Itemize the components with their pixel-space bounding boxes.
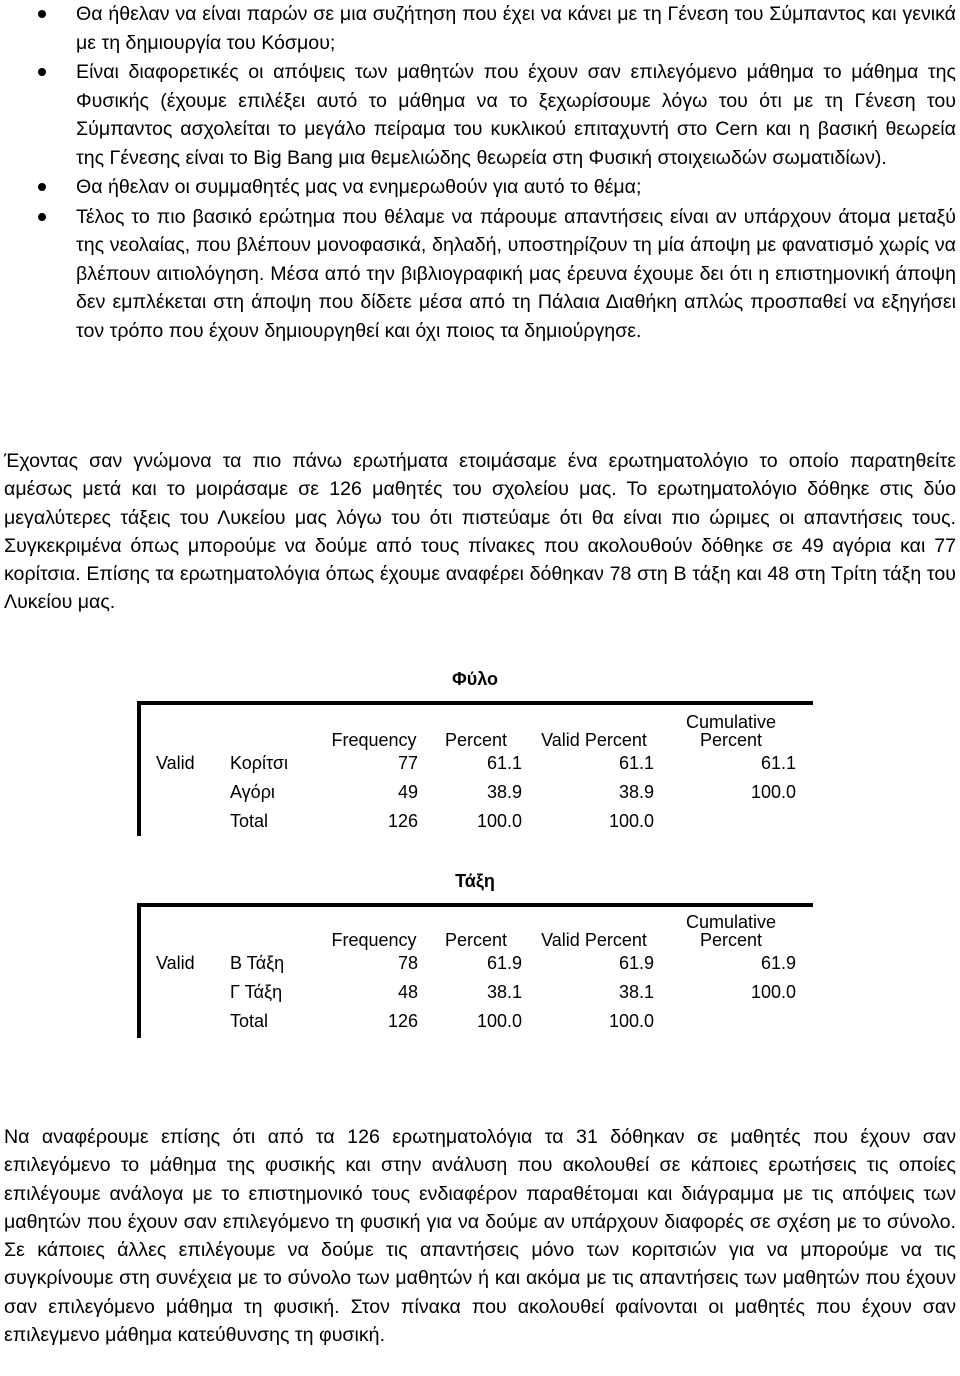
bullet-item: [0, 203, 960, 346]
column-header: Percent: [444, 930, 508, 950]
bullet-icon: [38, 68, 46, 76]
bullet-item: [0, 58, 960, 172]
table-row: Γ Τάξη 48 38.1 38.1 100.0: [230, 982, 796, 1002]
table-row: Total 126 100.0 100.0: [230, 1011, 654, 1031]
table-row: Total 126 100.0 100.0: [230, 811, 654, 831]
table-header-row: [150, 711, 802, 749]
bullet-item: [0, 0, 960, 57]
table-title-grade: Τάξη: [455, 871, 495, 891]
column-header: Frequency: [331, 930, 417, 950]
table-row: Valid Κορίτσι 77 61.1 61.1 61.1: [156, 753, 796, 773]
bullet-text: Τέλος το πιο βασικό ερώτημα που θέλαμε να πάρουμε απαντήσεις είναι αν υπάρχουν άτομα μεταξύ της νεολαίας, που βλέπουν μονοφασικά, δηλαδή, υποστηρίζουν τη μία άποψη με φανατισμό χωρίς να βλέπουν αιτιολόγηση. Μέσα από την βιβλιογραφική μας έρευνα έχουμε δει ότι η επιστημονική άποψη δεν εμπλέκεται στη άποψη που δίδετε μέσα από τη Πάλαια Διαθήκη απλώς προσπαθεί να εξηγήσει τον τρόπο που έχουν δημιουργηθεί και όχι ποιος τα δημιούργησε.: [76, 205, 956, 342]
bullet-item: [0, 173, 960, 202]
column-header: Cumulative Percent: [685, 912, 777, 950]
table-row: Valid Β Τάξη 78 61.9 61.9 61.9: [156, 953, 796, 973]
bullet-text: Θα ήθελαν οι συμμαθητές μας να ενημερωθούν για αυτό το θέμα;: [76, 176, 642, 198]
table-title-gender: Φύλο: [451, 669, 499, 689]
column-header: Percent: [444, 730, 508, 750]
frequency-table-gender: [150, 711, 802, 836]
bullet-icon: [38, 183, 46, 191]
question-bullet-list: [0, 0, 960, 345]
table-header-row: [150, 911, 802, 949]
analysis-paragraph: Να αναφέρουμε επίσης ότι από τα 126 ερωτηματολόγια τα 31 δόθηκαν σε μαθητές που έχουν σαν επιλεγόμενο το μάθημα της φυσικής και στην ανάλυση που ακολουθεί σε κάποιες ερωτήσεις τις οποίες επιλέγουμε ανάλογα με το επιστημονικό τους ενδιαφέρον παραθέτομαι και διάγραμμα με τις απόψεις των μαθητών που έχουν σαν επιλεγόμενο τη φυσική για να δούμε αν υπάρχουν διαφορές σε σχέση με το σύνολο. Σε κάποιες άλλες επιλέγουμε να δούμε τις απαντήσεις μόνο των κοριτσιών για να μπορούμε να τις συγκρίνουμε στη συνέχεια με το σύνολο των μαθητών ή και ακόμα με τις απαντήσεις των μαθητών που έχουν σαν επιλεγόμενο μάθημα τη φυσική. Στον πίνακα που ακολουθεί φαίνονται οι μαθητές που έχουν σαν επιλεγμενο μάθημα κατεύθυνσης τη φυσική.: [4, 1126, 956, 1347]
bullet-text: Θα ήθελαν να είναι παρών σε μια συζήτηση που έχει να κάνει με τη Γένεση του Σύμπαντος και γενικά με τη δημιουργία του Κόσμου;: [76, 3, 956, 54]
column-header: Frequency: [331, 730, 417, 750]
bullet-icon: [38, 10, 46, 18]
bullet-icon: [38, 213, 46, 221]
column-header: Valid Percent: [541, 930, 647, 950]
table-row: Αγόρι 49 38.9 38.9 100.0: [230, 782, 796, 802]
column-header: Cumulative Percent: [685, 712, 777, 750]
bullet-text: Είναι διαφορετικές οι απόψεις των μαθητών που έχουν σαν επιλεγόμενο μάθημα το μάθημα της Φυσικής (έχουμε επιλέξει αυτό το μάθημα να το ξεχωρίσουμε λόγω του ότι με τη Γένεση του Σύμπαντος ασχολείται το μεγάλο πείραμα του κυκλικού επιταχυντή στο Cern και η βασική θεωρεία της Γένεσης είναι το Big Bang μια θεμελιώδης θεωρεία στη Φυσική στοιχειωδών σωματιδίων).: [76, 61, 956, 169]
frequency-table-grade: [150, 911, 802, 1036]
methodology-paragraph: Έχοντας σαν γνώμονα τα πιο πάνω ερωτήματα ετοιμάσαμε ένα ερωτηματολόγιο το οποίο παρατηθείτε αμέσως μετά και το μοιράσαμε σε 126 μαθητές του σχολείου μας. Το ερωτηματολόγιο δόθηκε στις δύο μεγαλύτερες τάξεις του Λυκείου μας λόγω του ότι πιστεύαμε ότι θα είναι πιο ώριμες οι απαντήσεις τους. Συγκεκριμένα όπως μπορούμε να δούμε από τους πίνακες που ακολουθούν δόθηκε σε 49 αγόρια και 77 κορίτσια. Επίσης τα ερωτηματολόγια όπως έχουμε αναφέρει δόθηκαν 78 στη Β τάξη και 48 στη Τρίτη τάξη του Λυκείου μας.: [4, 450, 956, 614]
column-header: Valid Percent: [541, 730, 647, 750]
